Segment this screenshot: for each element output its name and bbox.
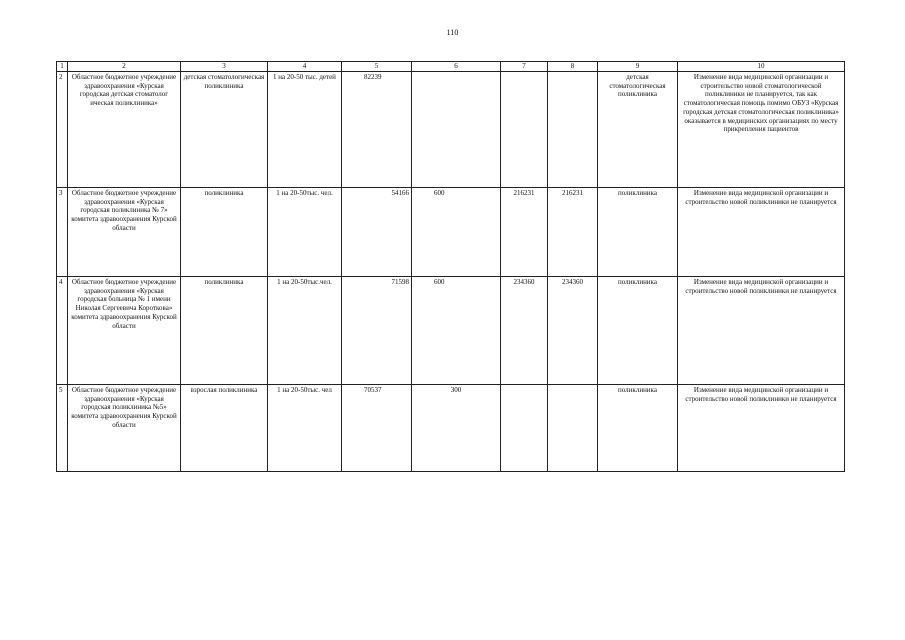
population-value: 54166 xyxy=(342,187,412,276)
header-cell-1: 1 xyxy=(57,62,68,72)
page-number: 110 xyxy=(446,28,459,37)
column-9-value: поликлиника xyxy=(598,276,678,384)
header-cell-10: 10 xyxy=(678,62,845,72)
population-value: 70537 xyxy=(342,384,412,471)
column-7-value xyxy=(501,71,548,187)
norm-value: 1 на 20-50 тыс. детей xyxy=(268,71,342,187)
column-7-value: 234360 xyxy=(501,276,548,384)
column-6-value: 600 xyxy=(412,276,501,384)
population-value: 71598 xyxy=(342,276,412,384)
column-6-value: 600 xyxy=(412,187,501,276)
norm-value: 1 на 20-50тыс. чел. xyxy=(268,187,342,276)
organization-type: взрослая поликлиника xyxy=(181,384,268,471)
column-8-value: 216231 xyxy=(548,187,598,276)
column-6-value xyxy=(412,71,501,187)
population-value: 82239 xyxy=(342,71,412,187)
row-number: 4 xyxy=(57,276,68,384)
table-row xyxy=(57,276,845,384)
note-text: Изменение вида медицинской организации и строительство новой стоматологической поликлиники не планируется, так как стоматологическая помощь помимо ОБУЗ «Курская городская детская стоматологическая поликлиника» оказывается в медицинских организациях по месту прикрепления пациентов xyxy=(678,71,845,187)
note-text: Изменение вида медицинской организации и строительство новой поликлиники не планируется xyxy=(678,276,845,384)
column-8-value: 234360 xyxy=(548,276,598,384)
column-8-value xyxy=(548,71,598,187)
column-8-value xyxy=(548,384,598,471)
organization-name: Областное бюджетное учреждение здравоохранения «Курская городская поликлиника №5» комитета здравоохранения Курской области xyxy=(68,384,181,471)
header-row xyxy=(57,62,845,72)
organization-type: поликлиника xyxy=(181,276,268,384)
header-cell-8: 8 xyxy=(548,62,598,72)
document-table xyxy=(56,61,845,472)
organization-name: Областное бюджетное учреждение здравоохранения «Курская городская поликлиника № 7» комитета здравоохранения Курской области xyxy=(68,187,181,276)
header-cell-6: 6 xyxy=(412,62,501,72)
column-6-value: 300 xyxy=(412,384,501,471)
norm-value: 1 на 20-50тыс.чел. xyxy=(268,276,342,384)
table-row xyxy=(57,187,845,276)
column-9-value: поликлиника xyxy=(598,384,678,471)
organization-type: поликлиника xyxy=(181,187,268,276)
row-number: 3 xyxy=(57,187,68,276)
header-cell-9: 9 xyxy=(598,62,678,72)
header-cell-3: 3 xyxy=(181,62,268,72)
header-cell-2: 2 xyxy=(68,62,181,72)
header-cell-5: 5 xyxy=(342,62,412,72)
organization-type: детская стоматологическая поликлиника xyxy=(181,71,268,187)
header-cell-4: 4 xyxy=(268,62,342,72)
row-number: 5 xyxy=(57,384,68,471)
organization-name: Областное бюджетное учреждение здравоохранения «Курская городская детская стоматолог ическая поликлиника» xyxy=(68,71,181,187)
row-number: 2 xyxy=(57,71,68,187)
column-9-value: детская стоматологическая поликлиника xyxy=(598,71,678,187)
column-7-value xyxy=(501,384,548,471)
header-cell-7: 7 xyxy=(501,62,548,72)
organization-name: Областное бюджетное учреждение здравоохранения «Курская городская больница № 1 имени Николая Сергеевича Короткова» комитета здравоохранения Курской области xyxy=(68,276,181,384)
norm-value: 1 на 20-50тыс. чел xyxy=(268,384,342,471)
table-row xyxy=(57,384,845,471)
column-7-value: 216231 xyxy=(501,187,548,276)
note-text: Изменение вида медицинской организации и строительство новой поликлиники не планируется xyxy=(678,187,845,276)
column-9-value: поликлиника xyxy=(598,187,678,276)
table-row xyxy=(57,71,845,187)
note-text: Изменение вида медицинской организации и строительство новой поликлиники не планируется xyxy=(678,384,845,471)
